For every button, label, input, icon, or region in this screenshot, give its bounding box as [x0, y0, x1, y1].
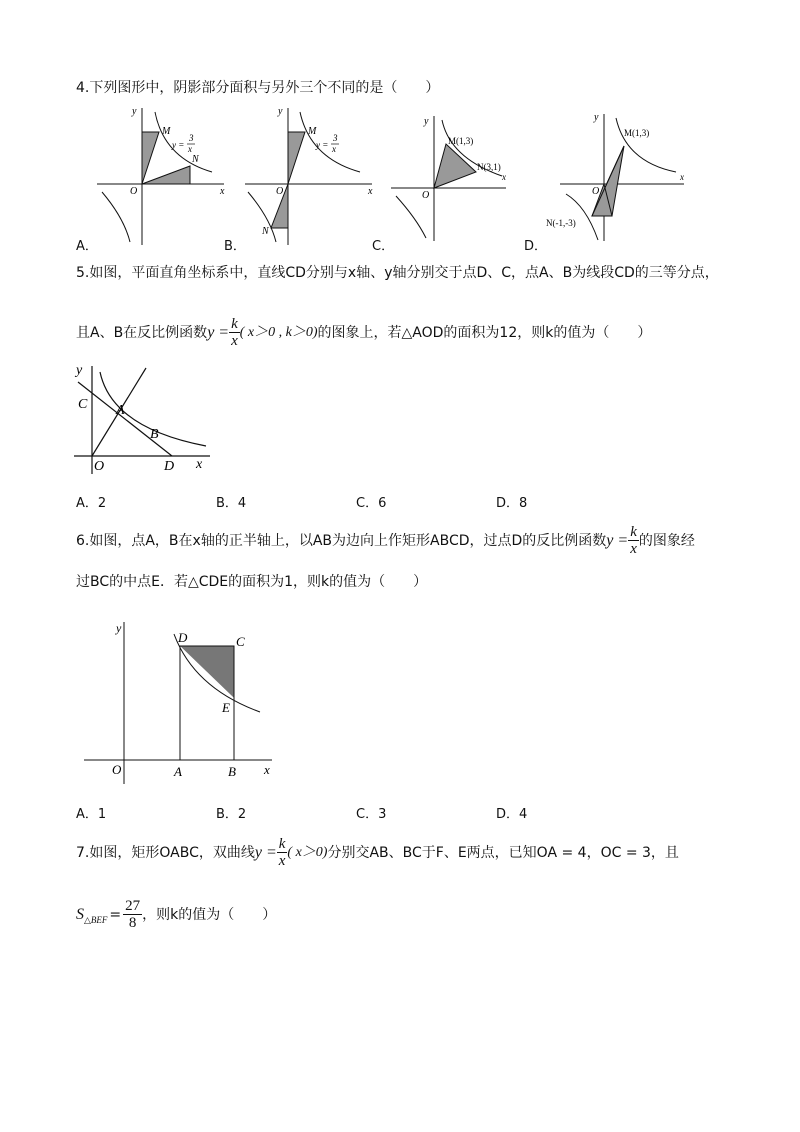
q4-figure-d — [540, 106, 700, 246]
q6-stem-line1 — [76, 524, 695, 557]
hyperbola-branch-2 — [102, 192, 130, 242]
q7-stem-line1 — [76, 836, 679, 869]
y-label: y — [424, 116, 429, 127]
q5-line2-post: 的图象上，若△AOD的面积为12，则k的值为（ ） — [317, 324, 652, 341]
q7-frac-den: x — [278, 853, 286, 869]
b-label: B — [150, 427, 159, 442]
q7-frac-num: k — [278, 836, 286, 852]
n-label: N — [262, 226, 269, 237]
hyperbola-branch-2 — [566, 194, 598, 240]
q6-function-y: y = — [606, 531, 629, 549]
q7-equals: = — [109, 906, 122, 923]
y-label: y — [76, 363, 83, 378]
q4-figure-c — [386, 106, 526, 246]
q6-frac-num: k — [630, 524, 637, 540]
q5-option-b[interactable]: B．4 — [216, 496, 247, 511]
q6-option-a[interactable]: A．1 — [76, 807, 107, 822]
function-label: y = — [172, 140, 185, 150]
q7-area-num: 27 — [125, 898, 141, 914]
function-denominator: x — [188, 144, 192, 154]
x-label: x — [680, 172, 684, 182]
y-label: y — [132, 106, 137, 117]
hyperbola-branch-2 — [396, 196, 426, 238]
a-label: A — [116, 403, 125, 418]
origin-label: O — [112, 762, 122, 777]
q5-option-a[interactable]: A．2 — [76, 496, 107, 511]
y-label: y — [278, 106, 283, 117]
q4-option-b[interactable]: B． — [224, 239, 246, 254]
shaded-triangle-n — [142, 166, 190, 184]
q7-area-fraction — [123, 898, 142, 931]
q7-stem-line2 — [76, 898, 276, 931]
q4-figure-a — [92, 100, 232, 250]
shaded-triangle-m — [288, 132, 305, 184]
q7-function-fraction — [277, 836, 288, 869]
q5-stem-line1: 5.如图，平面直角坐标系中，直线CD分别与x轴、y轴分别交于点D、C，点A、B为线段CD的三等分点， — [76, 265, 719, 281]
q6-stem-line2: 过BC的中点E．若△CDE的面积为1，则k的值为（ ） — [76, 574, 428, 590]
q5-figure — [70, 362, 220, 474]
q6-option-c[interactable]: C．3 — [356, 807, 387, 822]
q6-line1-pre: 6.如图，点A，B在x轴的正半轴上，以AB为边向上作矩形ABCD，过点D的反比例函数 — [76, 532, 607, 549]
q4-stem: 4.下列图形中，阴影部分面积与另外三个不同的是（ ） — [76, 80, 440, 96]
q5-function-y: y = — [207, 323, 230, 341]
q5-option-c[interactable]: C．6 — [356, 496, 387, 511]
q7-area-subscript: △BEF — [84, 914, 108, 925]
d-label: D — [178, 630, 188, 645]
m-label: M(1,3) — [624, 128, 650, 138]
q5-condition: ( x＞0 , k＞0) — [239, 324, 318, 340]
q6-line1-post: 的图象经 — [638, 532, 695, 549]
q6-figure — [84, 616, 284, 784]
q7-condition: ( x＞0) — [287, 844, 328, 860]
q7-function-y: y = — [254, 843, 277, 861]
origin-label: O — [276, 186, 284, 197]
q5-option-d[interactable]: D．8 — [496, 496, 528, 511]
origin-label: O — [422, 190, 430, 201]
q5-frac-den: x — [231, 333, 238, 349]
x-label: x — [502, 172, 506, 182]
q4-option-d[interactable]: D． — [524, 239, 548, 254]
x-label: x — [196, 457, 203, 472]
d-label: D — [164, 459, 175, 474]
m-label: M — [308, 126, 317, 137]
n-label: N — [192, 154, 199, 165]
function-label: y = — [316, 140, 329, 150]
n-label: N(3,1) — [477, 162, 501, 172]
q7-area-den: 8 — [128, 915, 137, 931]
hyperbola-branch-1 — [300, 112, 360, 172]
x-label: x — [368, 186, 373, 197]
q6-option-d[interactable]: D．4 — [496, 807, 528, 822]
c-label: C — [236, 634, 245, 649]
q7-line2-post: ，则k的值为（ ） — [142, 906, 277, 923]
origin-label: O — [592, 186, 600, 197]
x-label: x — [220, 186, 225, 197]
y-label: y — [594, 112, 599, 123]
q6-frac-den: x — [630, 541, 637, 557]
b-label: B — [228, 764, 236, 779]
function-numerator: 3 — [333, 133, 338, 143]
y-label: y — [116, 621, 122, 635]
q7-line1-post: 分别交AB、BC于F、E两点，已知OA = 4，OC = 3，且 — [327, 844, 679, 861]
m-label: M(1,3) — [448, 136, 474, 146]
origin-label: O — [130, 186, 138, 197]
q4-figure-b — [240, 100, 380, 250]
q5-frac-num: k — [231, 316, 238, 332]
hyperbola-branch-1 — [616, 118, 676, 172]
shaded-triangle — [434, 144, 476, 188]
function-numerator: 3 — [189, 133, 194, 143]
q6-function-fraction — [628, 524, 639, 557]
q6-option-b[interactable]: B．2 — [216, 807, 247, 822]
q4-option-c[interactable]: C． — [372, 239, 395, 254]
q4-option-a[interactable]: A． — [76, 239, 98, 254]
e-label: E — [222, 700, 230, 715]
x-label: x — [264, 762, 270, 777]
a-label: A — [174, 764, 182, 779]
m-label: M — [162, 126, 171, 137]
q7-line1-pre: 7.如图，矩形OABC，双曲线 — [76, 844, 255, 861]
q7-area-symbol: S — [76, 905, 84, 923]
c-label: C — [78, 397, 88, 412]
n-label: N(-1,-3) — [546, 218, 576, 228]
origin-label: O — [94, 459, 105, 474]
q5-stem-line2 — [76, 316, 651, 349]
q5-function-fraction — [229, 316, 240, 349]
q5-line2-pre: 且A、B在反比例函数 — [76, 324, 208, 341]
function-denominator: x — [332, 144, 336, 154]
shaded-triangle-m — [142, 132, 159, 184]
